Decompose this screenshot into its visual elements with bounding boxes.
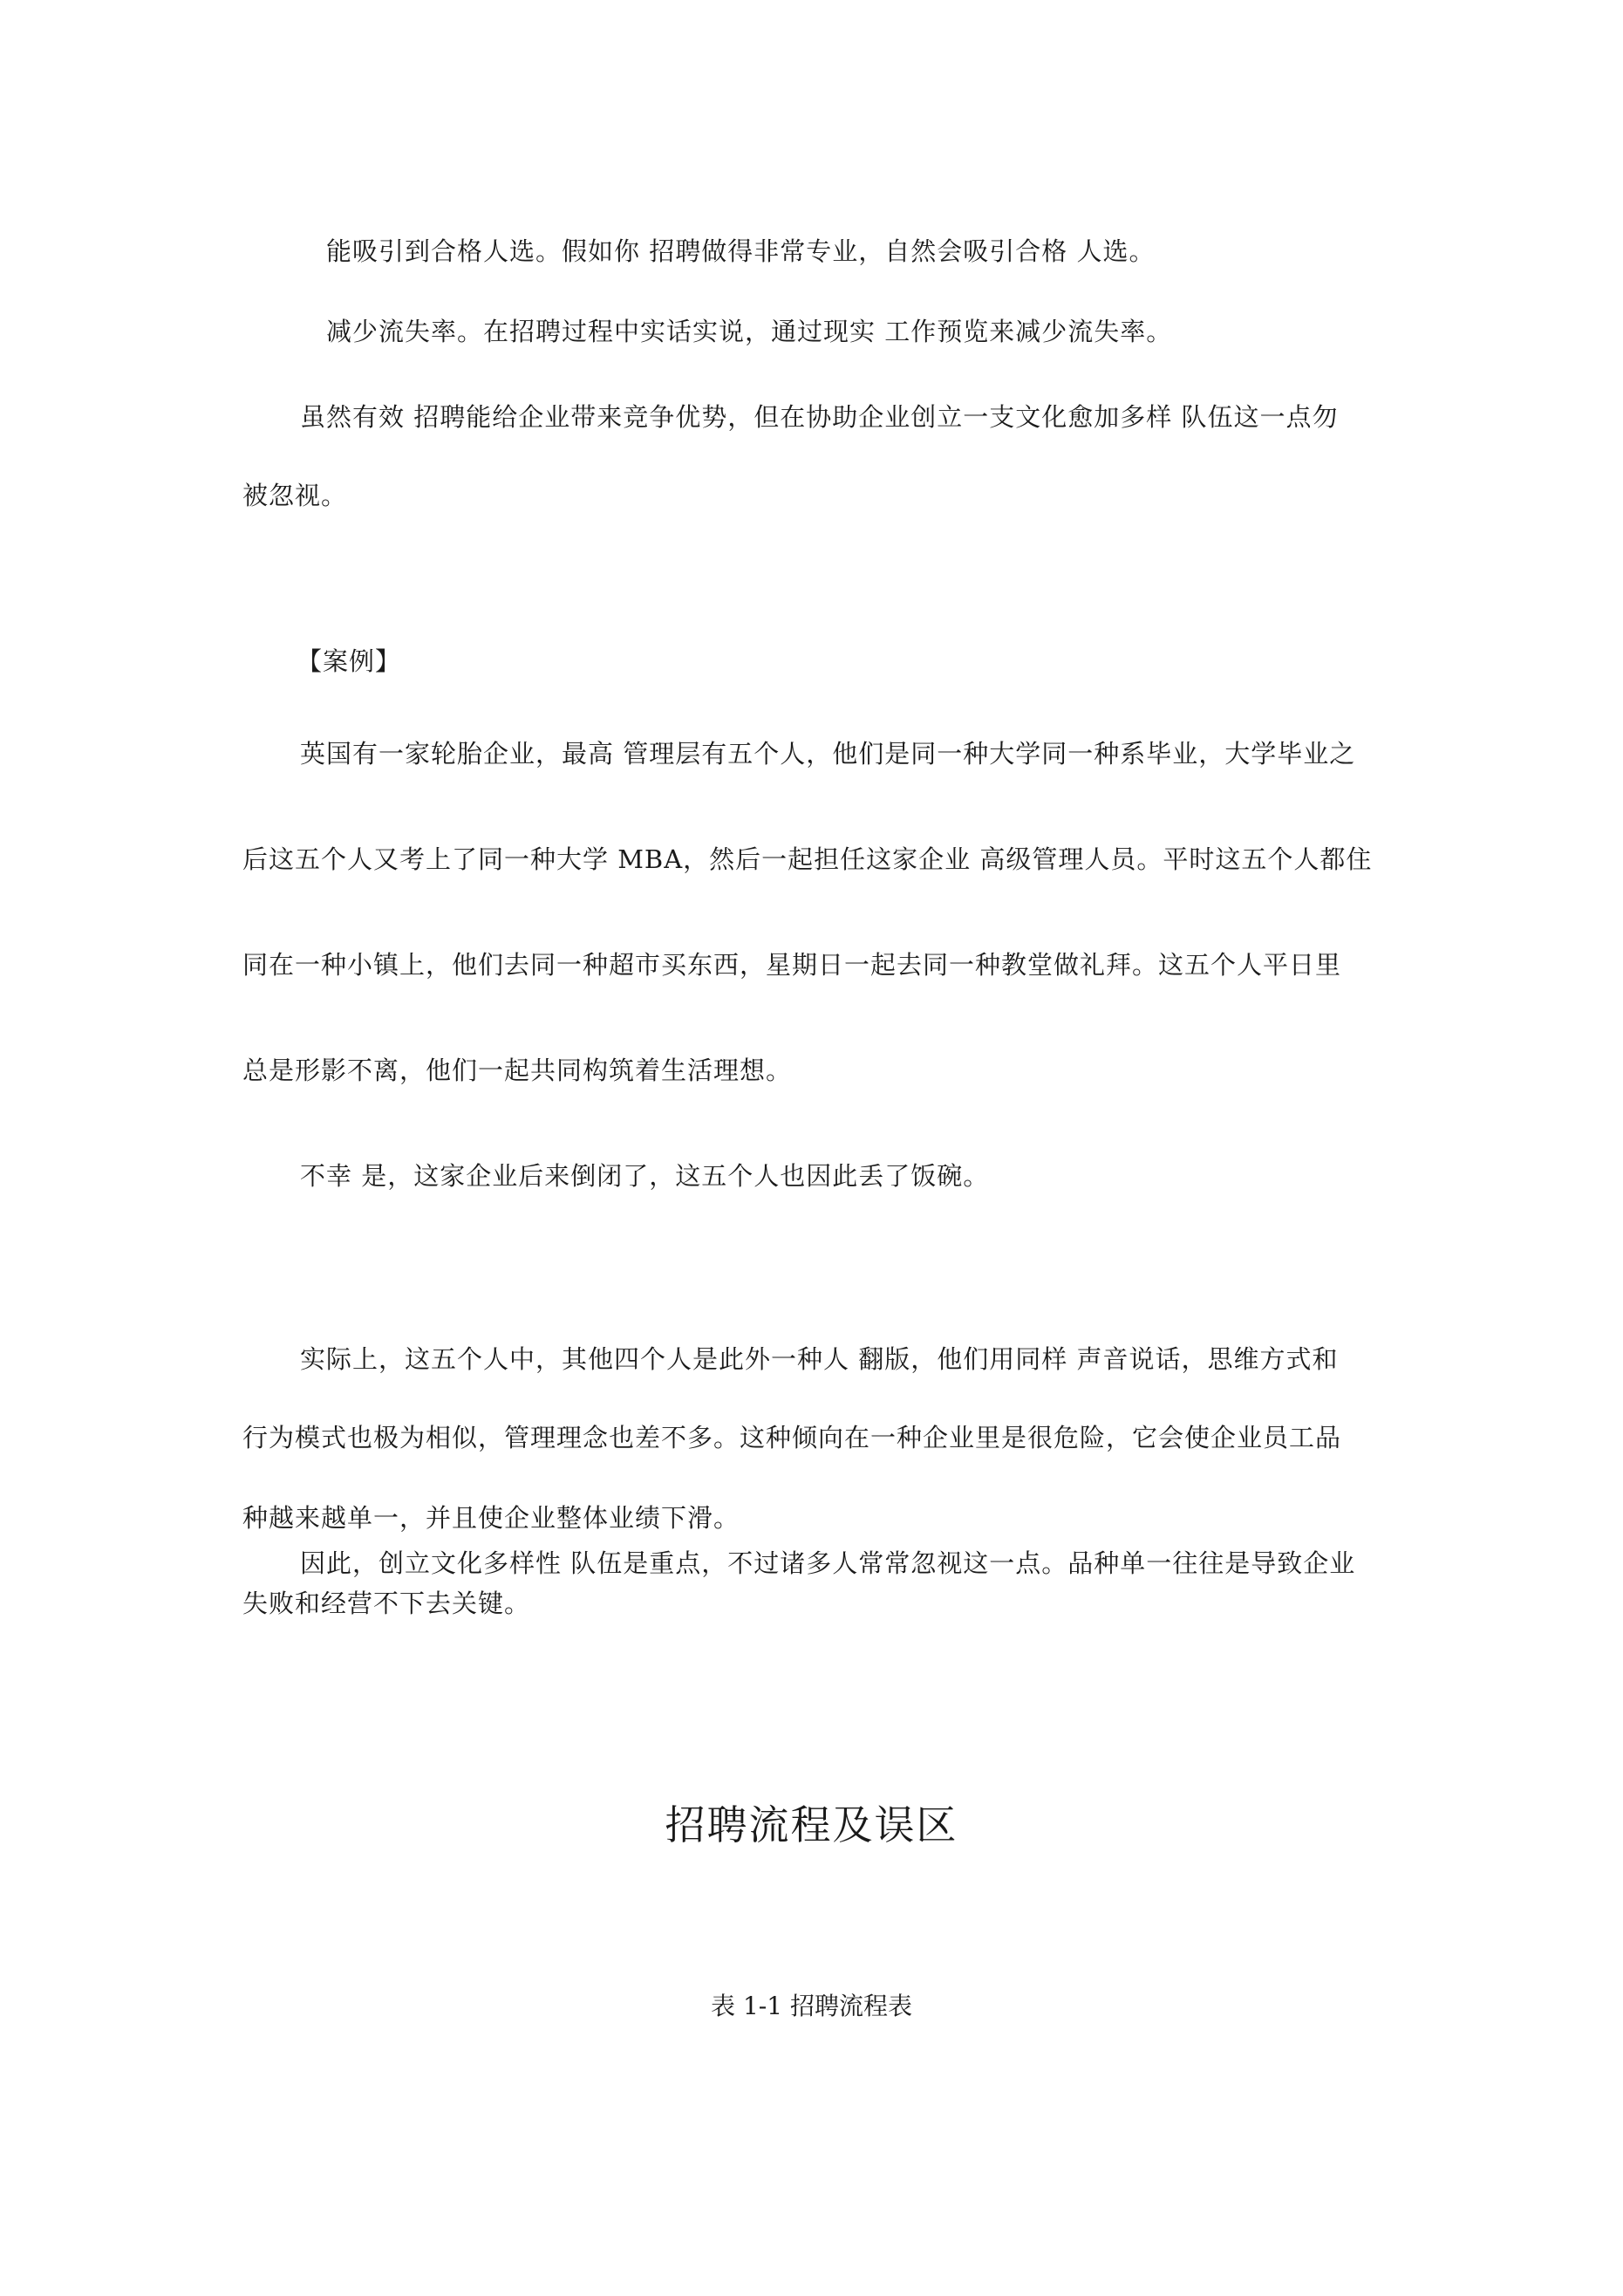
paragraph-qualified-candidates: 能吸引到合格人选。假如你 招聘做得非常专业，自然会吸引合格 人选。: [326, 236, 1156, 266]
table-caption: 表 1-1 招聘流程表: [711, 1992, 912, 2020]
case-line-1: 英国有一家轮胎企业，最高 管理层有五个人，他们是同一种大学同一种系毕业，大学毕业之: [300, 739, 1356, 769]
section-title: 招聘流程及误区: [665, 1801, 958, 1848]
case-line-5: 不幸 是，这家企业后来倒闭了，这五个人也因此丢了饭碗。: [300, 1161, 990, 1191]
analysis-line-4: 因此，创立文化多样性 队伍是重点，不过诸多人常常忽视这一点。品种单一往往是导致企业: [300, 1548, 1356, 1578]
paragraph-diversity-line-2: 被忽视。: [242, 481, 348, 510]
case-line-4: 总是形影不离，他们一起共同构筑着生活理想。: [242, 1056, 793, 1085]
analysis-line-1: 实际上，这五个人中，其他四个人是此外一种人 翻版，他们用同样 声音说话，思维方式和: [300, 1344, 1339, 1374]
case-heading: 【案例】: [297, 646, 402, 676]
analysis-line-2: 行为模式也极为相似，管理理念也差不多。这种倾向在一种企业里是很危险，它会使企业员工品: [242, 1423, 1342, 1452]
case-line-3: 同在一种小镇上，他们去同一种超市买东西，星期日一起去同一种教堂做礼拜。这五个人平日里: [242, 950, 1342, 980]
paragraph-diversity-line-1: 虽然有效 招聘能给企业带来竞争优势，但在协助企业创立一支文化愈加多样 队伍这一点勿: [300, 402, 1339, 432]
case-line-2: 后这五个人又考上了同一种大学 MBA，然后一起担任这家企业 高级管理人员。平时这五个人都住: [242, 844, 1373, 874]
analysis-line-5: 失败和经营不下去关键。: [242, 1589, 531, 1618]
analysis-line-3: 种越来越单一，并且使企业整体业绩下滑。: [242, 1503, 740, 1533]
paragraph-reduce-turnover: 减少流失率。在招聘过程中实话实说，通过现实 工作预览来减少流失率。: [326, 317, 1173, 346]
